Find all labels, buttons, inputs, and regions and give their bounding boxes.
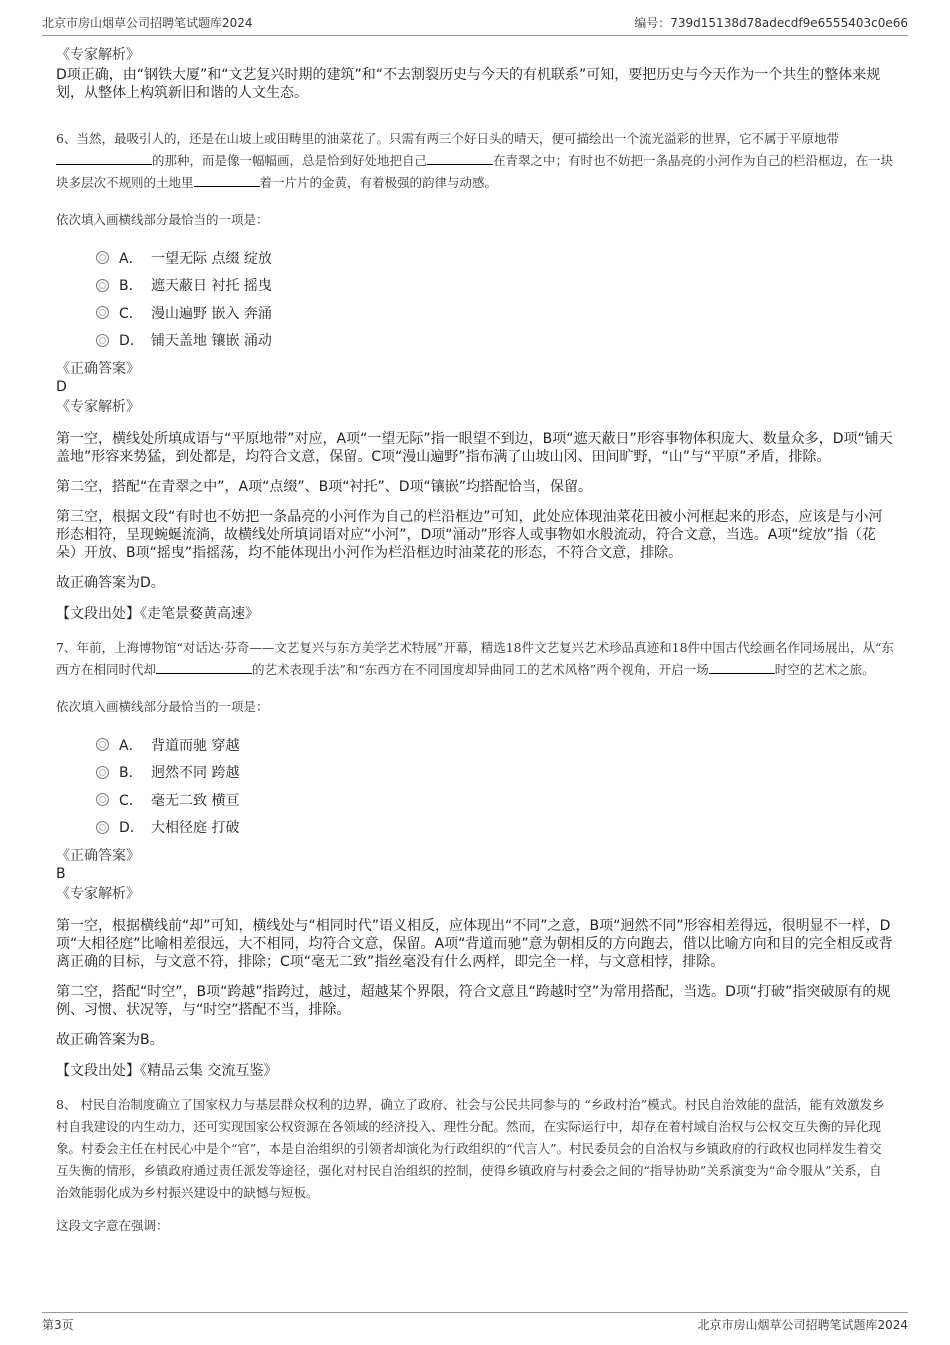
prev-analysis: D项正确，由“钢铁大厦”和“文艺复兴时期的建筑”和“不去割裂历史与今天的有机联系”可知，要把历史与今天作为一个共生的整体来规划，从整体上构筑新旧和谐的人文生态。 <box>56 67 881 101</box>
q8-text: 8、 村民自治制度确立了国家权力与基层群众权利的边界，确立了政府、社会与公民共同参与的 “乡政村治”模式。村民自治效能的盘活，能有效激发乡村自我建设的内生动力，还可实现国家公权资源在各领域的经济投入、理性分配。然而，在实际运行中，却存在着村域自治权与公权交互失衡的异化现象。村委会主任在村民心中是个“官”，本是自治组织的引领者却演化为行政组织的“代言人”。村民委员会的自治权与乡镇政府的行政权也同样发生着交互失衡的情形，乡镇政府通过责任派发等途径，强化对村民自治组织的控制，使得乡镇政府与村委会之间的“指导协助”关系演变为“命令服从”关系，自治效能弱化成为乡村振兴建设中的缺憾与短板。 <box>56 1097 885 1200</box>
radio-icon[interactable] <box>96 251 109 264</box>
header-id: 编号：739d15138d78adecdf9e6555403c0e66 <box>634 16 908 30</box>
radio-icon[interactable] <box>96 738 109 751</box>
q6-answer: D <box>56 379 67 395</box>
q6-analysis-2: 第二空，搭配“在青翠之中”，A项“点缀”、B项“衬托”、D项“镶嵌”均搭配恰当，保留。 <box>56 479 592 495</box>
q6-hint: 依次填入画横线部分最恰当的一项是： <box>56 212 269 227</box>
q7-source: 【文段出处】《精品云集 交流互鉴》 <box>56 1063 278 1079</box>
q6-option-b[interactable]: B． 遮天蔽日 衬托 摇曳 <box>56 272 894 300</box>
q6-text: 6、当然，最吸引人的，还是在山坡上或田畴里的油菜花了。只需有两三个好日头的晴天，便可描绘出一个流光溢彩的世界，它不属于平原地带的那种，而是像一幅幅画，总是恰到好处地把自己 在青翠之中；有时也不妨把一条晶亮的小河作为自己的栏沿框边，在一块块多层次不规则的土地里 着一片片的金黄，有着极强的韵律与动感。 <box>56 131 894 190</box>
radio-icon[interactable] <box>96 279 109 292</box>
q7-analysis-1: 第一空，根据横线前“却”可知，横线处与“相同时代”语义相反，应体现出“不同”之意，B项“迥然不同”形容相差得远，很明显不一样，D项“大相径庭”比喻相差很远，大不相同，均符合文意，保留。A项“背道而驰”意为朝相反的方向跑去，借以比喻方向和目的完全相反或背离正确的目标，与文意不符，排除；C项“毫无二致”指丝毫没有什么两样，即完全一样，与文意相悖，排除。 <box>56 918 893 970</box>
q7-analysis-3: 故正确答案为B。 <box>56 1032 164 1048</box>
q7-answer-label: 《正确答案》 <box>56 848 140 864</box>
q6-source: 【文段出处】《走笔景婺黄高速》 <box>56 606 259 622</box>
q6-blank-1 <box>56 152 152 165</box>
q7-option-a[interactable]: A． 背道而驰 穿越 <box>56 731 894 759</box>
footer-title: 北京市房山烟草公司招聘笔试题库2024 <box>697 1318 908 1332</box>
q8-stem: 这段文字意在强调： <box>56 1218 169 1233</box>
q6-analysis-3: 第三空，根据文段“有时也不妨把一条晶亮的小河作为自己的栏沿框边”可知，此处应体现油菜花田被小河框起来的形态，应该是与小河形态相符，呈现蜿蜒流淌，故横线处所填词语对应“小河”，D项“涌动”形容人或事物如水般流动，符合文意，当选。A项“绽放”指（花朵）开放、B项“摇曳”指摇荡，均不能体现出小河作为栏沿框边时油菜花的形态，不符合文意，排除。 <box>56 509 883 561</box>
radio-icon[interactable] <box>96 306 109 319</box>
q7-options <box>56 731 894 841</box>
q7-option-c[interactable]: C． 毫无二致 横亘 <box>56 786 894 814</box>
q6-option-c[interactable]: C． 漫山遍野 嵌入 奔涌 <box>56 299 894 327</box>
q6-option-a[interactable]: A． 一望无际 点缀 绽放 <box>56 244 894 272</box>
q7-analysis-2: 第二空，搭配“时空”，B项“跨越”指跨过，越过，超越某个界限，符合文意且“跨越时空”为常用搭配，当选。D项“打破”指突破原有的规例、习惯、状况等，与“时空”搭配不当，排除。 <box>56 984 891 1018</box>
q7-answer: B <box>56 866 66 882</box>
q6-answer-label: 《正确答案》 <box>56 361 140 377</box>
radio-icon[interactable] <box>96 766 109 779</box>
q7-blank-1 <box>156 661 252 674</box>
page-number: 第3页 <box>42 1318 74 1332</box>
q6-blank-3 <box>194 174 260 187</box>
radio-icon[interactable] <box>96 821 109 834</box>
q7-option-d[interactable]: D． 大相径庭 打破 <box>56 814 894 842</box>
q6-analysis-1: 第一空，横线处所填成语与“平原地带”对应，A项“一望无际”指一眼望不到边，B项“遮天蔽日”形容事物体积庞大、数量众多，D项“铺天盖地”形容来势猛，到处都是，均符合文意，保留。C项“漫山遍野”指布满了山坡山冈、田间旷野，“山”与“平原”矛盾，排除。 <box>56 431 893 465</box>
q7-analysis-label: 《专家解析》 <box>56 886 140 902</box>
page-header <box>42 14 908 36</box>
q6-analysis-4: 故正确答案为D。 <box>56 575 165 591</box>
q6-options <box>56 244 894 354</box>
q7-option-b[interactable]: B． 迥然不同 跨越 <box>56 759 894 787</box>
radio-icon[interactable] <box>96 793 109 806</box>
q7-blank-2 <box>709 661 775 674</box>
page-footer <box>42 1312 908 1333</box>
q6-blank-2 <box>427 152 493 165</box>
q7-text: 7、年前，上海博物馆“对话达·芬奇——文艺复兴与东方美学艺术特展”开幕，精选18件文艺复兴艺术珍品真迹和18件中国古代绘画名作同场展出，从“东西方在相同时代却 的艺术表现手法”和“东西方在不同国度却异曲同工的艺术风格”两个视角，开启一场 时空的艺术之旅。 <box>56 640 894 677</box>
q7-hint: 依次填入画横线部分最恰当的一项是： <box>56 699 269 714</box>
q6-option-d[interactable]: D． 铺天盖地 镶嵌 涌动 <box>56 327 894 355</box>
radio-icon[interactable] <box>96 334 109 347</box>
expert-analysis-label: 《专家解析》 <box>56 47 140 63</box>
q6-analysis-label: 《专家解析》 <box>56 399 140 415</box>
page-content <box>56 46 894 1234</box>
header-title: 北京市房山烟草公司招聘笔试题库2024 <box>42 16 253 30</box>
